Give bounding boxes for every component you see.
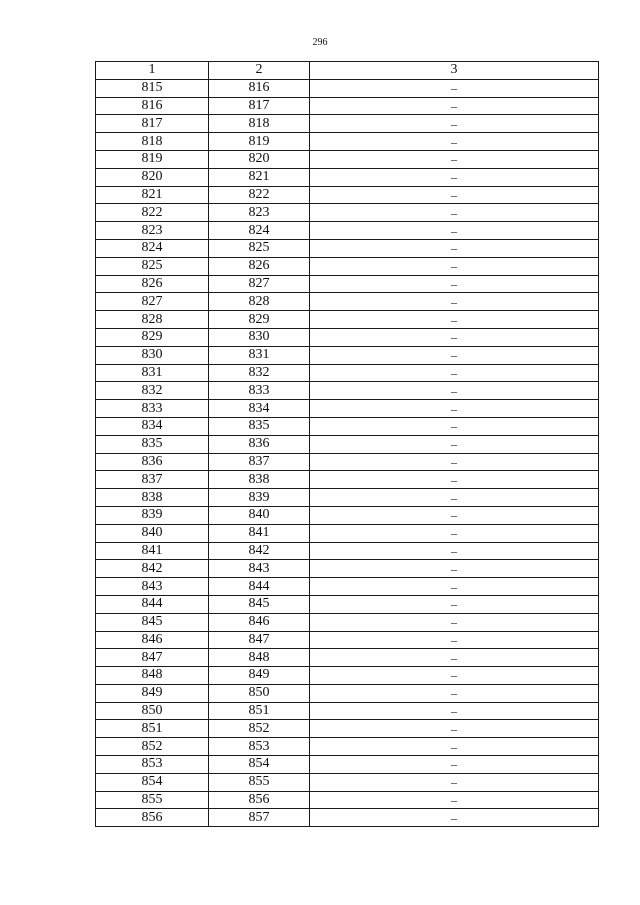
table-cell-col-1: 856 <box>96 809 209 827</box>
table-row <box>96 595 599 613</box>
table-cell-col-2: 834 <box>209 400 310 418</box>
table-row <box>96 328 599 346</box>
table-cell-col-3: – <box>310 79 599 97</box>
table-cell-col-3: – <box>310 257 599 275</box>
table-cell-col-2: 829 <box>209 311 310 329</box>
table-cell-col-3: – <box>310 524 599 542</box>
table-cell-col-1: 848 <box>96 667 209 685</box>
table-row <box>96 809 599 827</box>
table-cell-col-1: 834 <box>96 417 209 435</box>
table-cell-col-2: 840 <box>209 506 310 524</box>
table-row <box>96 738 599 756</box>
table-cell-col-2: 853 <box>209 738 310 756</box>
table-cell-col-2: 818 <box>209 115 310 133</box>
table-row <box>96 346 599 364</box>
table-cell-col-3: – <box>310 382 599 400</box>
table-cell-col-2: 825 <box>209 239 310 257</box>
table-cell-col-1: 842 <box>96 560 209 578</box>
table-cell-col-3: – <box>310 613 599 631</box>
table-cell-col-3: – <box>310 222 599 240</box>
table-cell-col-3: – <box>310 275 599 293</box>
table-cell-col-1: 823 <box>96 222 209 240</box>
table-row <box>96 293 599 311</box>
table-cell-col-1: 827 <box>96 293 209 311</box>
table-cell-col-1: 840 <box>96 524 209 542</box>
table-cell-col-2: 833 <box>209 382 310 400</box>
table-cell-col-1: 828 <box>96 311 209 329</box>
table-row <box>96 720 599 738</box>
table-cell-col-1: 852 <box>96 738 209 756</box>
table-cell-col-2: 831 <box>209 346 310 364</box>
table-cell-col-2: 835 <box>209 417 310 435</box>
table-cell-col-1: 838 <box>96 489 209 507</box>
table-cell-col-2: 838 <box>209 471 310 489</box>
table-cell-col-3: – <box>310 97 599 115</box>
table-row <box>96 453 599 471</box>
table-cell-col-2: 836 <box>209 435 310 453</box>
table-cell-col-1: 849 <box>96 684 209 702</box>
table-cell-col-1: 818 <box>96 133 209 151</box>
table-cell-col-3: – <box>310 578 599 596</box>
table-cell-col-3: – <box>310 400 599 418</box>
table-cell-col-2: 855 <box>209 773 310 791</box>
table-cell-col-2: 830 <box>209 328 310 346</box>
table-cell-col-3: – <box>310 293 599 311</box>
table-cell-col-1: 831 <box>96 364 209 382</box>
table-row <box>96 150 599 168</box>
table-cell-col-3: – <box>310 471 599 489</box>
table-row <box>96 239 599 257</box>
table-row <box>96 435 599 453</box>
table-row <box>96 79 599 97</box>
table-cell-col-2: 824 <box>209 222 310 240</box>
table-row <box>96 417 599 435</box>
table-row <box>96 364 599 382</box>
table-cell-col-1: 846 <box>96 631 209 649</box>
table-row <box>96 773 599 791</box>
table-cell-col-1: 847 <box>96 649 209 667</box>
table-cell-col-2: 846 <box>209 613 310 631</box>
table-cell-col-2: 856 <box>209 791 310 809</box>
table-cell-col-3: – <box>310 791 599 809</box>
table-cell-col-3: – <box>310 738 599 756</box>
table-row <box>96 311 599 329</box>
table-cell-col-3: – <box>310 133 599 151</box>
table-cell-col-2: 854 <box>209 756 310 774</box>
table-cell-col-3: – <box>310 506 599 524</box>
table-cell-col-1: 845 <box>96 613 209 631</box>
table-cell-col-1: 820 <box>96 168 209 186</box>
table-cell-col-2: 817 <box>209 97 310 115</box>
table-cell-col-3: – <box>310 150 599 168</box>
table-row <box>96 542 599 560</box>
table-row <box>96 97 599 115</box>
table-row <box>96 275 599 293</box>
table-cell-col-2: 842 <box>209 542 310 560</box>
table-cell-col-1: 851 <box>96 720 209 738</box>
column-header-1: 1 <box>96 62 209 80</box>
table-cell-col-2: 837 <box>209 453 310 471</box>
table-row <box>96 578 599 596</box>
table-cell-col-2: 849 <box>209 667 310 685</box>
table-row <box>96 684 599 702</box>
table-cell-col-3: – <box>310 453 599 471</box>
table-row <box>96 115 599 133</box>
table-cell-col-3: – <box>310 346 599 364</box>
table-cell-col-1: 854 <box>96 773 209 791</box>
table-cell-col-1: 843 <box>96 578 209 596</box>
table-cell-col-2: 852 <box>209 720 310 738</box>
table-row <box>96 168 599 186</box>
table-cell-col-3: – <box>310 809 599 827</box>
table-cell-col-3: – <box>310 720 599 738</box>
table-body <box>96 79 599 826</box>
table-row <box>96 204 599 222</box>
table-cell-col-1: 850 <box>96 702 209 720</box>
table-cell-col-2: 843 <box>209 560 310 578</box>
table-cell-col-3: – <box>310 115 599 133</box>
table-cell-col-1: 832 <box>96 382 209 400</box>
table-cell-col-2: 822 <box>209 186 310 204</box>
table-cell-col-1: 817 <box>96 115 209 133</box>
table-cell-col-3: – <box>310 311 599 329</box>
table-cell-col-2: 850 <box>209 684 310 702</box>
table-cell-col-2: 845 <box>209 595 310 613</box>
table-cell-col-3: – <box>310 667 599 685</box>
table-cell-col-3: – <box>310 756 599 774</box>
table-cell-col-1: 821 <box>96 186 209 204</box>
page-number: 296 <box>312 37 328 48</box>
table-cell-col-2: 827 <box>209 275 310 293</box>
table-row <box>96 756 599 774</box>
table-row <box>96 667 599 685</box>
table-row <box>96 400 599 418</box>
table-cell-col-2: 839 <box>209 489 310 507</box>
table-row <box>96 471 599 489</box>
table-cell-col-1: 822 <box>96 204 209 222</box>
table-cell-col-3: – <box>310 542 599 560</box>
table-cell-col-2: 828 <box>209 293 310 311</box>
table-cell-col-3: – <box>310 417 599 435</box>
data-table <box>95 61 599 827</box>
table-cell-col-1: 819 <box>96 150 209 168</box>
table-cell-col-3: – <box>310 649 599 667</box>
table-row <box>96 133 599 151</box>
table-row <box>96 489 599 507</box>
table-cell-col-3: – <box>310 204 599 222</box>
table-cell-col-2: 832 <box>209 364 310 382</box>
table-cell-col-3: – <box>310 328 599 346</box>
table-cell-col-3: – <box>310 595 599 613</box>
table-cell-col-3: – <box>310 702 599 720</box>
table-cell-col-1: 830 <box>96 346 209 364</box>
table-row <box>96 506 599 524</box>
table-cell-col-2: 857 <box>209 809 310 827</box>
table-row <box>96 257 599 275</box>
table-cell-col-3: – <box>310 560 599 578</box>
table-row <box>96 382 599 400</box>
table-cell-col-1: 835 <box>96 435 209 453</box>
table-row <box>96 613 599 631</box>
table-cell-col-2: 821 <box>209 168 310 186</box>
table-cell-col-3: – <box>310 489 599 507</box>
table-cell-col-3: – <box>310 364 599 382</box>
table-cell-col-2: 826 <box>209 257 310 275</box>
table-cell-col-1: 853 <box>96 756 209 774</box>
table-cell-col-1: 855 <box>96 791 209 809</box>
table-cell-col-3: – <box>310 435 599 453</box>
table-cell-col-1: 829 <box>96 328 209 346</box>
table-cell-col-1: 839 <box>96 506 209 524</box>
table-cell-col-2: 820 <box>209 150 310 168</box>
table-cell-col-3: – <box>310 186 599 204</box>
table-cell-col-1: 824 <box>96 239 209 257</box>
table-header-row <box>96 62 599 80</box>
table-cell-col-3: – <box>310 684 599 702</box>
table-row <box>96 649 599 667</box>
table-cell-col-1: 825 <box>96 257 209 275</box>
table-cell-col-3: – <box>310 631 599 649</box>
table-cell-col-1: 844 <box>96 595 209 613</box>
table-row <box>96 791 599 809</box>
table-row <box>96 631 599 649</box>
table-cell-col-2: 847 <box>209 631 310 649</box>
table-row <box>96 222 599 240</box>
table-cell-col-2: 844 <box>209 578 310 596</box>
table-cell-col-2: 848 <box>209 649 310 667</box>
table-cell-col-3: – <box>310 239 599 257</box>
table-cell-col-1: 841 <box>96 542 209 560</box>
table-cell-col-1: 836 <box>96 453 209 471</box>
column-header-2: 2 <box>209 62 310 80</box>
table-cell-col-2: 823 <box>209 204 310 222</box>
table-row <box>96 186 599 204</box>
table-cell-col-1: 837 <box>96 471 209 489</box>
column-header-3: 3 <box>310 62 599 80</box>
table-cell-col-2: 851 <box>209 702 310 720</box>
table-cell-col-2: 816 <box>209 79 310 97</box>
table-cell-col-1: 815 <box>96 79 209 97</box>
table-cell-col-3: – <box>310 773 599 791</box>
table-cell-col-2: 841 <box>209 524 310 542</box>
table-cell-col-1: 816 <box>96 97 209 115</box>
table-cell-col-3: – <box>310 168 599 186</box>
table-row <box>96 702 599 720</box>
table-cell-col-2: 819 <box>209 133 310 151</box>
table-row <box>96 560 599 578</box>
table-row <box>96 524 599 542</box>
table-cell-col-1: 833 <box>96 400 209 418</box>
table-cell-col-1: 826 <box>96 275 209 293</box>
